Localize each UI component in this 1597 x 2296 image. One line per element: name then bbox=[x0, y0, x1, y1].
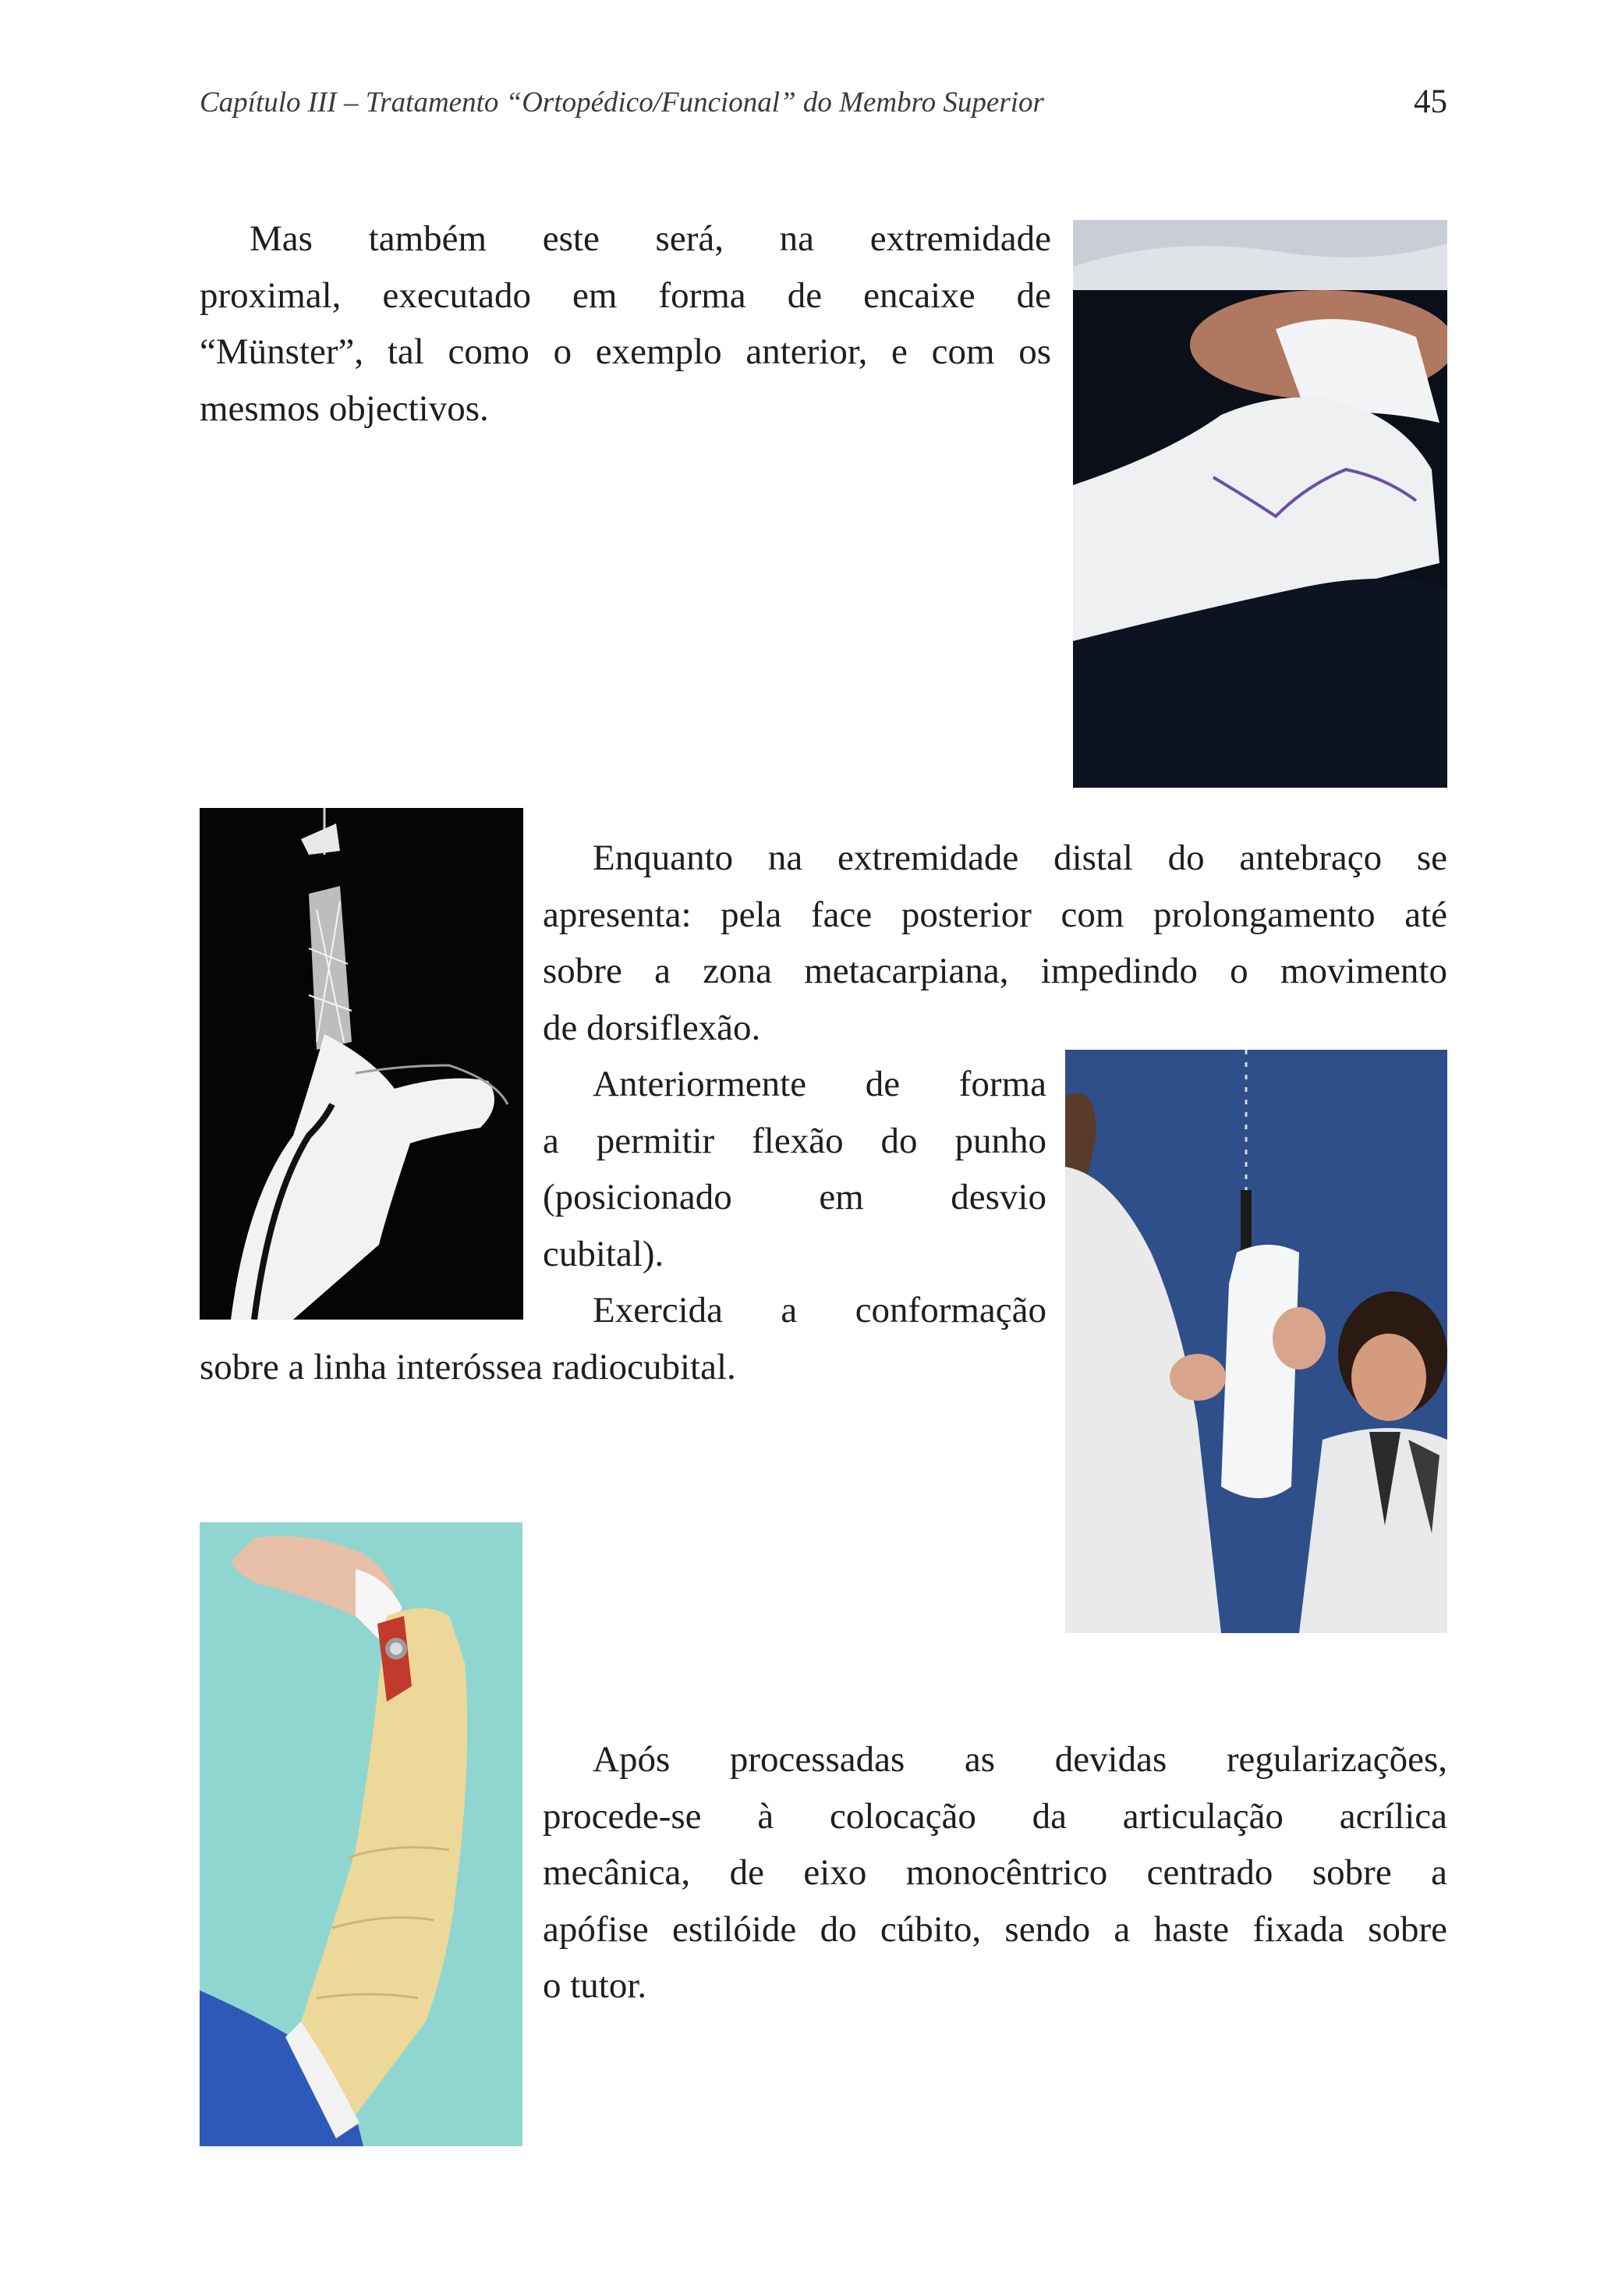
text-line: a permitir flexão do punho bbox=[543, 1120, 1046, 1161]
text-line: de dorsiflexão. bbox=[543, 1007, 761, 1048]
photo-elbow-cast bbox=[1073, 220, 1447, 788]
photo-cast-molding bbox=[1065, 1050, 1447, 1633]
text-line: apresenta: pela face posterior com prolongamento até bbox=[543, 894, 1447, 935]
text-line: apófise estilóide do cúbito, sendo a haste fixada sobre bbox=[543, 1908, 1447, 1950]
running-title: Capítulo III – Tratamento “Ortopédico/Funcional” do Membro Superior bbox=[200, 87, 1044, 119]
text-line: “Münster”, tal como o exemplo anterior, e com os bbox=[200, 331, 1051, 372]
text-line: Após processadas as devidas regularizações, bbox=[593, 1739, 1447, 1780]
paragraph-munster-proximal bbox=[200, 211, 1051, 437]
text-line: mesmos objectivos. bbox=[200, 388, 489, 429]
text-line: Anteriormente de forma bbox=[593, 1064, 1046, 1104]
paragraph-anterior bbox=[543, 1056, 1046, 1282]
text-line: proximal, executado em forma de encaixe de bbox=[200, 275, 1051, 316]
text-line: procede-se à colocação da articulação acrílica bbox=[543, 1795, 1447, 1837]
text-line: Exercida a conformação bbox=[593, 1290, 1046, 1330]
paragraph-interosseous bbox=[200, 1282, 1046, 1395]
text-line: sobre a linha interóssea radiocubital. bbox=[200, 1346, 736, 1387]
text-line: Mas também este será, na extremidade bbox=[250, 218, 1051, 259]
paragraph-acrylic-joint bbox=[543, 1731, 1447, 2014]
photo-arm-tutor-hinge bbox=[200, 1522, 522, 2146]
text-line: o tutor. bbox=[543, 1965, 647, 2006]
text-line: sobre a zona metacarpiana, impedindo o movimento bbox=[543, 951, 1447, 991]
text-line: Enquanto na extremidade distal do antebraço se bbox=[593, 838, 1447, 878]
text-line: cubital). bbox=[543, 1233, 664, 1274]
photo-hand-cast-bw bbox=[200, 808, 523, 1320]
running-header bbox=[200, 83, 1447, 129]
page-number: 45 bbox=[1414, 83, 1447, 120]
text-line: mecânica, de eixo monocêntrico centrado sobre a bbox=[543, 1852, 1447, 1893]
text-line: (posicionado em desvio bbox=[543, 1177, 1046, 1217]
paragraph-distal-extremity bbox=[543, 830, 1447, 1056]
